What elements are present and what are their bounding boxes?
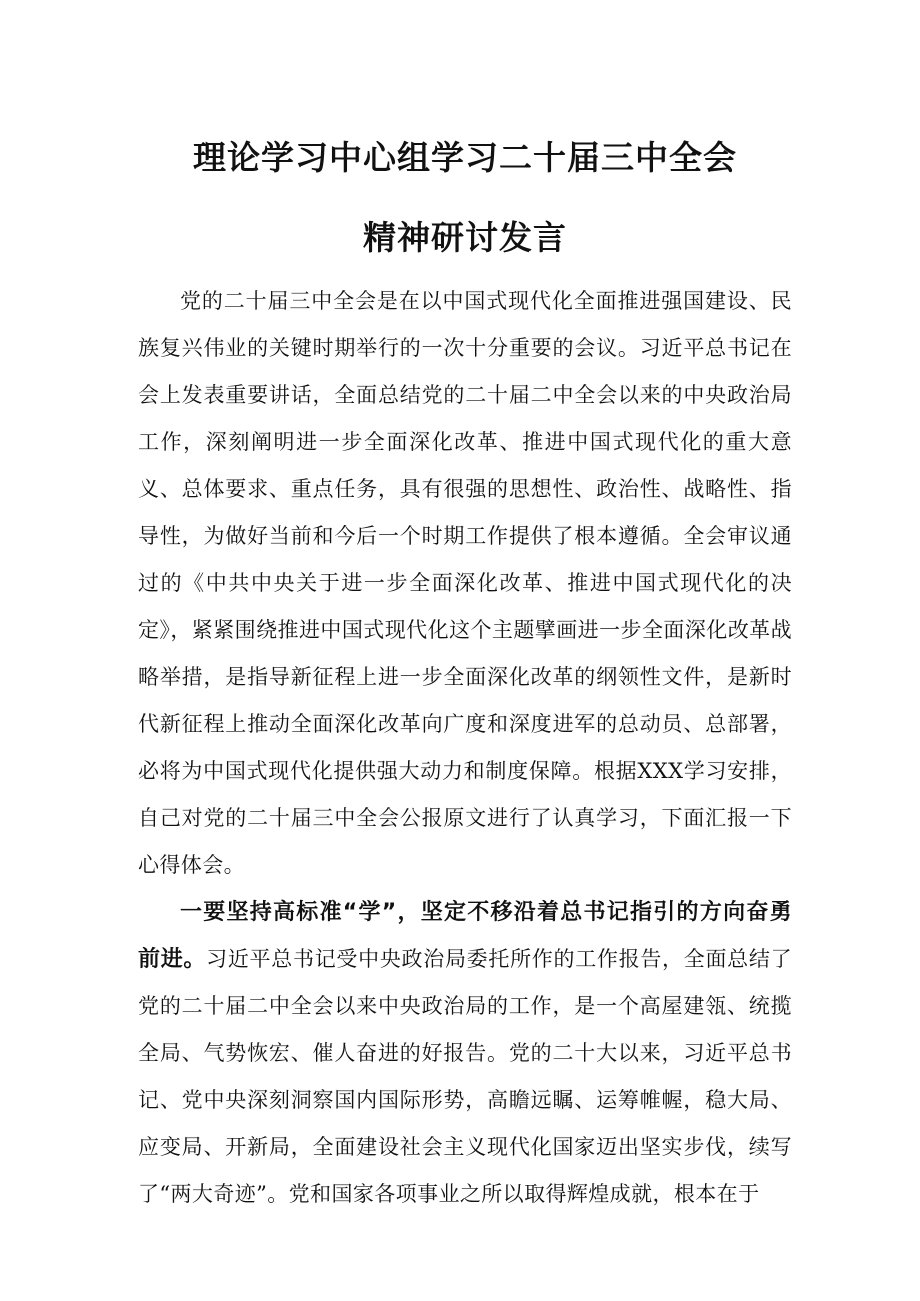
paragraph-point-one-lead: 一要坚持高标准“学”，坚定不移沿着总书记指引的方向奋勇前进。 [138, 900, 792, 972]
paragraph-point-one-body: 习近平总书记受中央政治局委托所作的工作报告，全面总结了党的二十届二中全会以来中央政治局的工作，是一个高屋建瓴、统揽全局、气势恢宏、催人奋进的好报告。党的二十大以来，习近平总书记、党中央深刻洞察国内国际形势，高瞻远瞩、运筹帷幄，稳大局、应变局、开新局，全面建设社会主义现代化国家迈出坚实步伐，续写了“两大奇迹”。党和国家各项事业之所以取得辉煌成就，根本在于 [138, 947, 792, 1206]
document-title-line-1: 理论学习中心组学习二十届三中全会 [193, 138, 737, 177]
document-title-line-2: 精神研讨发言 [363, 218, 567, 257]
paragraph-point-one [138, 889, 792, 1218]
paragraph-intro: 党的二十届三中全会是在以中国式现代化全面推进强国建设、民族复兴伟业的关键时期举行的一次十分重要的会议。习近平总书记在会上发表重要讲话，全面总结党的二十届二中全会以来的中央政治局工作，深刻阐明进一步全面深化改革、推进中国式现代化的重大意义、总体要求、重点任务，具有很强的思想性、政治性、战略性、指导性，为做好当前和今后一个时期工作提供了根本遵循。全会审议通过的《中共中央关于进一步全面深化改革、推进中国式现代化的决定》，紧紧围绕推进中国式现代化这个主题擘画进一步全面深化改革战略举措，是指导新征程上进一步全面深化改革的纲领性文件，是新时代新征程上推动全面深化改革向广度和深度进军的总动员、总部署，必将为中国式现代化提供强大动力和制度保障。根据XXX学习安排，自己对党的二十届三中全会公报原文进行了认真学习，下面汇报一下心得体会。 [138, 289, 792, 877]
